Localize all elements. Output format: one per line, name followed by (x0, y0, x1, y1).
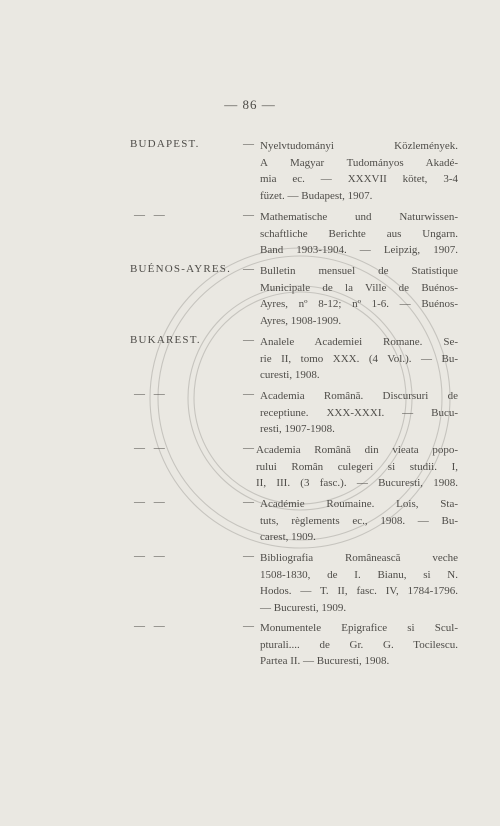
place-label: BUKAREST. (130, 334, 201, 346)
entry-reference (260, 334, 458, 384)
reference-line: II, III. (3 fasc.). — Bucuresti, 1908. (256, 477, 458, 489)
reference-line: mia ec. — XXXVII kötet, 3-4 (260, 173, 458, 185)
entry-reference (260, 388, 458, 438)
reference-line: carest, 1909. (260, 531, 316, 543)
separator-dash: — (243, 496, 254, 508)
reference-line: pturali.... de Gr. G. Tocilescu. (260, 638, 458, 651)
separator-dash: — (243, 209, 254, 221)
entry-reference (260, 496, 458, 546)
reference-line: Band 1903-1904. — Leipzig, 1907. (260, 244, 458, 256)
place-label: BUÉNOS-AYRES. (130, 263, 232, 275)
reference-line: tuts, règlements ec., 1908. — Bu- (260, 514, 458, 527)
reference-line: rie II, tomo XXX. (4 Vol.). — Bu- (260, 352, 458, 365)
ditto-mark: — — (134, 620, 168, 632)
reference-line: curesti, 1908. (260, 369, 320, 381)
reference-line: Ayres, 1908-1909. (260, 314, 342, 327)
reference-line: Municipale de la Ville de Buénos- (260, 281, 458, 294)
reference-line: A Magyar Tudományos Akadé- (260, 156, 458, 169)
reference-line: rului Român culegeri si studii. I, (256, 460, 458, 473)
separator-dash: — (243, 442, 254, 454)
ditto-mark: — — (134, 388, 168, 400)
entry-reference (260, 550, 458, 616)
reference-line: Mathematische und Naturwissen- (260, 211, 458, 223)
ditto-mark: — — (134, 496, 168, 508)
reference-line: resti, 1907-1908. (260, 423, 335, 435)
entry-reference (260, 209, 458, 259)
reference-line: Academia Română din vieata popo- (256, 444, 458, 456)
separator-dash: — (243, 334, 254, 346)
place-label: BUDAPEST. (130, 138, 200, 150)
reference-line: receptiune. XXX-XXXI. — Bucu- (260, 406, 458, 419)
reference-line: Academia Română. Discursuri de (260, 390, 458, 402)
reference-line: Bulletin mensuel de Statistique (260, 265, 458, 277)
ditto-mark: — — (134, 442, 168, 454)
separator-dash: — (243, 550, 254, 562)
reference-line: Académie Roumaine. Lois, Sta- (260, 498, 458, 510)
page-number: — 86 — (224, 97, 276, 112)
reference-line: Nyelvtudományi Közlemények. (260, 140, 458, 152)
reference-line: schaftliche Berichte aus Ungarn. (260, 227, 458, 240)
entry-reference (260, 620, 458, 670)
reference-line: — Bucuresti, 1909. (260, 601, 347, 614)
entry-reference (260, 263, 458, 329)
reference-line: Analele Academiei Romane. Se- (260, 336, 458, 348)
separator-dash: — (243, 138, 254, 150)
reference-line: 1508-1830, de I. Bianu, si N. (260, 568, 458, 581)
reference-line: Bibliografia Românească veche (260, 552, 458, 564)
ditto-mark: — — (134, 550, 168, 562)
reference-line: füzet. — Budapest, 1907. (260, 189, 373, 202)
separator-dash: — (243, 263, 254, 275)
separator-dash: — (243, 620, 254, 632)
reference-line: Hodos. — T. II, fasc. IV, 1784-1796. (260, 585, 458, 597)
entry-reference (260, 138, 458, 204)
reference-line: Monumentele Epigrafice si Scul- (260, 622, 458, 634)
entry-reference (256, 442, 458, 492)
separator-dash: — (243, 388, 254, 400)
reference-line: Partea II. — Bucuresti, 1908. (260, 655, 390, 667)
ditto-mark: — — (134, 209, 168, 221)
reference-line: Ayres, nº 8-12; nº 1-6. — Buénos- (260, 298, 458, 310)
